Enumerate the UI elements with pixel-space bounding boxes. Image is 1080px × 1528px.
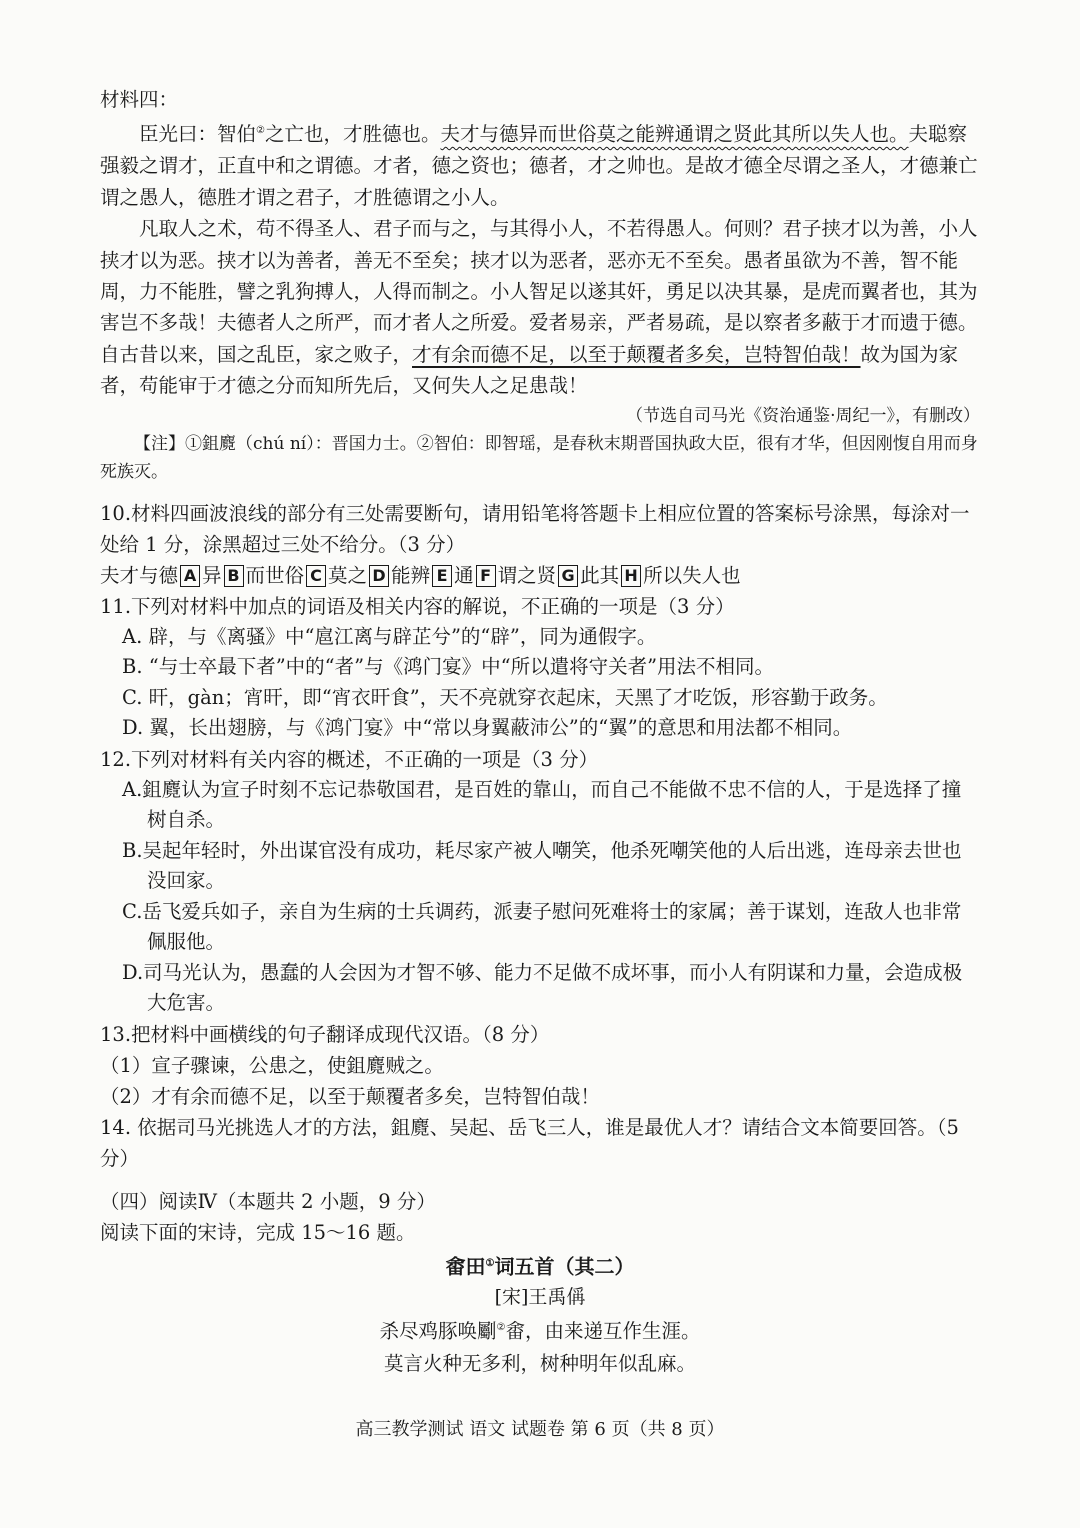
underlined-sentence: 才有余而德不足，以至于颠覆者多矣，岂特智伯哉！: [412, 342, 861, 366]
question-10-stem: 10.材料四画波浪线的部分有三处需要断句，请用铅笔将答题卡上相应位置的答案标号涂黑，每涂对一处给 1 分，涂黑超过三处不给分。（3 分）: [100, 501, 970, 556]
mark-box-a[interactable]: A: [180, 565, 200, 587]
poem-line-1: 杀尽鸡豚唤劚②畬，由来递互作生涯。: [379, 1319, 701, 1343]
mark-box-c[interactable]: C: [306, 565, 326, 587]
poem-title: 畬田①词五首（其二）: [445, 1254, 635, 1279]
poem-author: [宋]王禹偁: [494, 1286, 586, 1309]
question-11-stem: 11.下列对材料中加点的词语及相关内容的解说，不正确的一项是（3 分）: [100, 594, 735, 618]
material-paragraph-1: 臣光曰：智伯②之亡也，才胜德也。夫才与德异而世俗莫之能辨通谓之贤此其所以失人也。夫聪察强毅之谓才，正直中和之谓德。才者，德之资也；德者，才之帅也。是故才德全尽谓之圣人，才德兼亡谓之愚人，德胜才谓之君子，才胜德谓之小人。: [100, 122, 978, 209]
source-citation: （节选自司马光《资治通鉴·周纪一》，有删改）: [626, 405, 980, 426]
q11-option-c: C. 旰，gàn；宵旰，即“宵衣旰食”，天不亮就穿衣起床，天黑了才吃饭，形容勤于政务。: [122, 685, 888, 709]
mark-box-g[interactable]: G: [558, 565, 578, 587]
q13-item-2: （2）才有余而德不足，以至于颠覆者多矣，岂特智伯哉！: [100, 1084, 600, 1108]
material-heading: 材料四：: [100, 88, 179, 111]
q12-option-b: B.吴起年轻时，外出谋官没有成功，耗尽家产被人嘲笑，他杀死嘲笑他的人后出逃，连母亲去世也没回家。: [122, 838, 962, 893]
annotation-note: 【注】①鉏麑（chú ní）：晋国力士。②智伯：即智瑶，是春秋末期晋国执政大臣，很有才华，但因刚愎自用而身死族灭。: [100, 433, 978, 482]
q12-option-c: C.岳飞爱兵如子，亲自为生病的士兵调药，派妻子慰问死难将士的家属；善于谋划，连敌人也非常佩服他。: [122, 899, 962, 954]
mark-box-e[interactable]: E: [432, 565, 452, 587]
poem-line-2: 莫言火种无多利，树种明年似乱麻。: [383, 1351, 696, 1375]
q13-item-1: （1）宣子骤谏，公患之，使鉏麑贼之。: [100, 1053, 444, 1077]
q11-option-a: A. 辟，与《离骚》中“扈江离与辟芷兮”的“辟”，同为通假字。: [122, 624, 657, 648]
material-paragraph-2: 凡取人之术，苟不得圣人、君子而与之，与其得小人，不若得愚人。何则？君子挟才以为善，小人挟才以为恶。挟才以为善者，善无不至矣；挟才以为恶者，恶亦无不至矣。愚者虽欲为不善，智不能周，力不能胜，譬之乳狗搏人，人得而制之。小人智足以遂其奸，勇足以决其暴，是虎而翼者也，其为害岂不多哉！夫德者人之所严，而才者人之所爱。爱者易亲，严者易疏，是以察者多蔽于才而遗于德。自古昔以来，国之乱臣，家之败子，才有余而德不足，以至于颠覆者多矣，岂特智伯哉！故为国为家者，苟能审于才德之分而知所先后，又何失人之足患哉！: [100, 217, 978, 398]
mark-box-d[interactable]: D: [369, 565, 389, 587]
page-footer: 高三教学测试 语文 试题卷 第 6 页（共 8 页）: [355, 1419, 725, 1440]
exam-page: [100, 84, 980, 1380]
q12-option-d: D.司马光认为，愚蠢的人会因为才智不够、能力不足做不成坏事，而小人有阴谋和力量，会造成极大危害。: [122, 960, 963, 1015]
mark-box-f[interactable]: F: [476, 565, 496, 587]
question-10-segments: 夫才与德 A 异 B 而世俗 C 莫之 D 能辨 E 通 F 谓之贤 G 此其 H 所以失人也: [100, 563, 741, 587]
mark-box-h[interactable]: H: [621, 565, 641, 587]
section-4-heading: （四）阅读Ⅳ（本题共 2 小题，9 分）: [100, 1189, 436, 1213]
q11-option-d: D. 翼，长出翅膀，与《鸿门宴》中“常以身翼蔽沛公”的“翼”的意思和用法都不相同。: [122, 716, 853, 740]
q11-option-b: B. “与士卒最下者”中的“者”与《鸿门宴》中“所以遣将守关者”用法不相同。: [122, 655, 775, 679]
q12-option-a: A.鉏麑认为宣子时刻不忘记恭敬国君，是百姓的靠山，而自己不能做不忠不信的人，于是选择了撞树自杀。: [122, 777, 962, 832]
wavy-underlined-sentence: 夫才与德异而世俗莫之能辨通谓之贤此其所以失人也。: [440, 122, 909, 146]
question-12-stem: 12.下列对材料有关内容的概述，不正确的一项是（3 分）: [100, 747, 599, 771]
mark-box-b[interactable]: B: [224, 565, 244, 587]
question-13-stem: 13.把材料中画横线的句子翻译成现代汉语。（8 分）: [100, 1022, 550, 1046]
section-4-instruction: 阅读下面的宋诗，完成 15～16 题。: [100, 1220, 416, 1244]
question-14-stem: 14. 依据司马光挑选人才的方法，鉏麑、吴起、岳飞三人，谁是最优人才？请结合文本简要回答。（5 分）: [100, 1115, 959, 1170]
